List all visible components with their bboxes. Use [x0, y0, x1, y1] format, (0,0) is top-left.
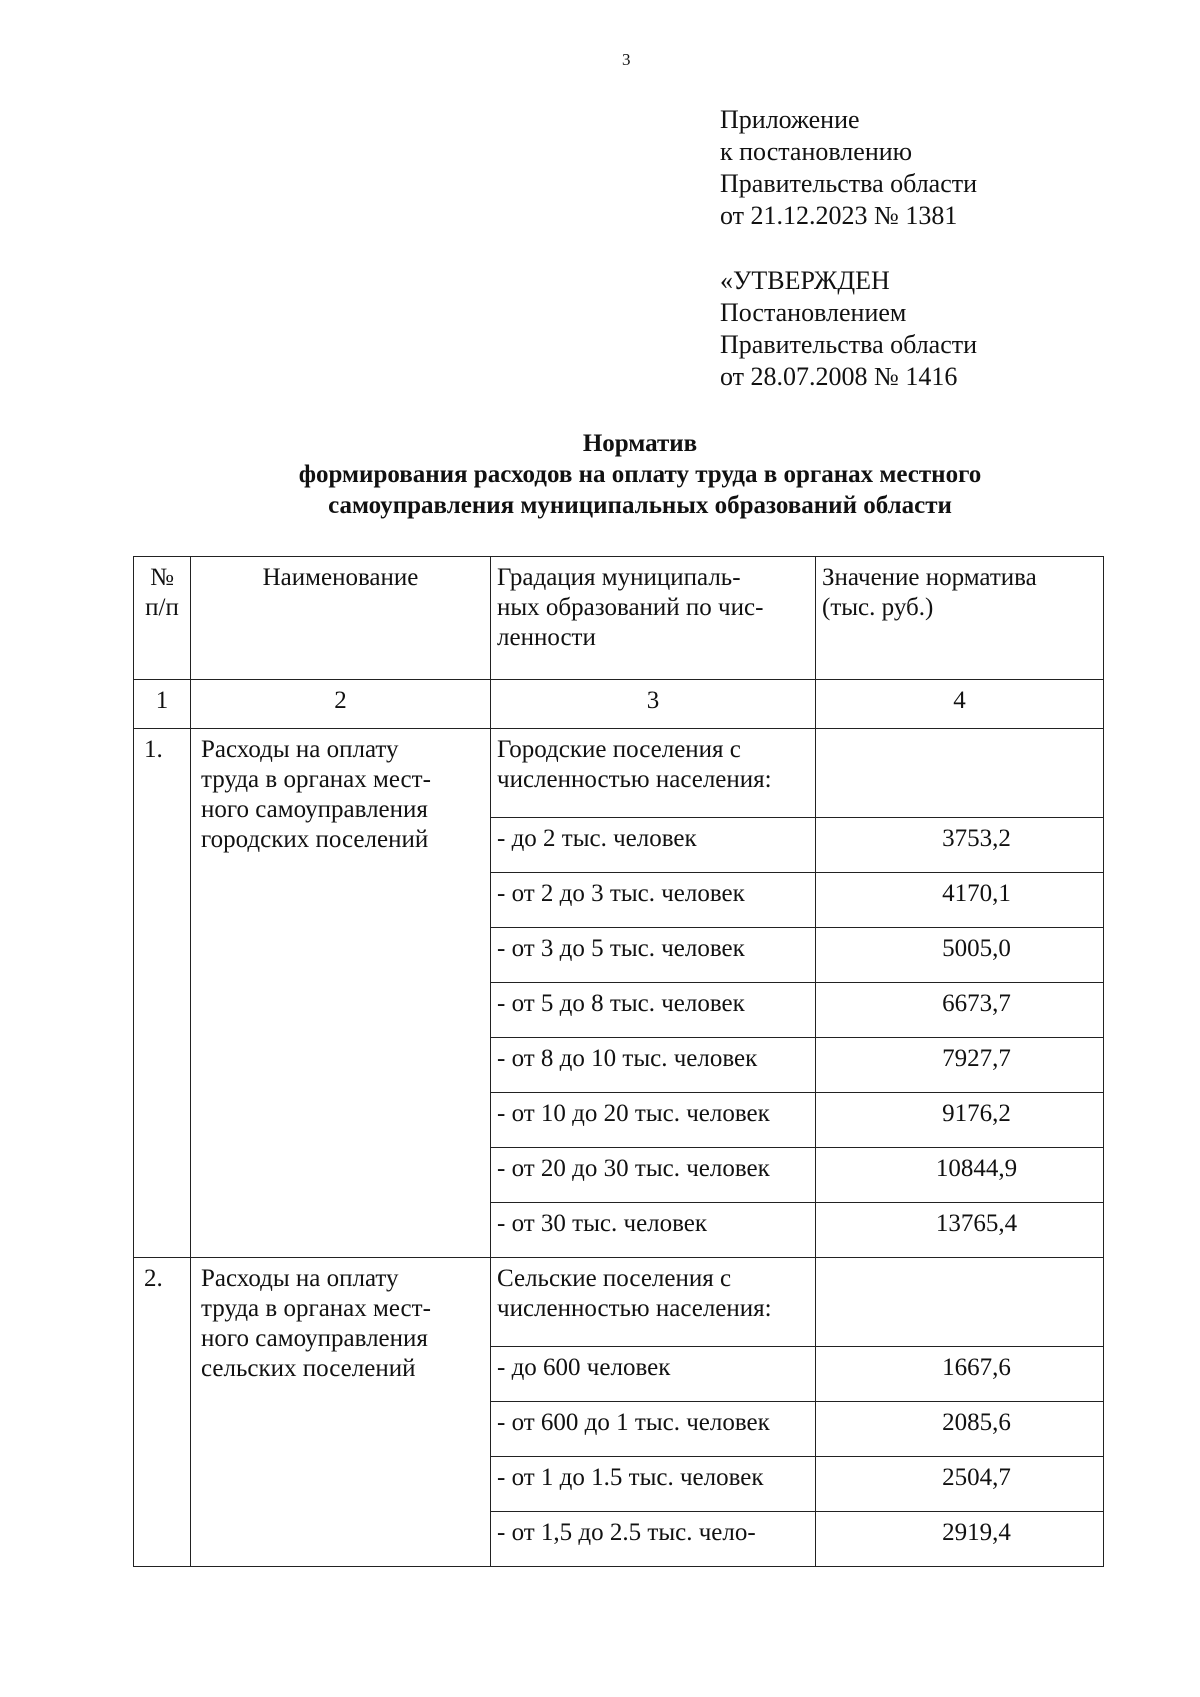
norm-table [133, 556, 1104, 1567]
title-line: самоуправления муниципальных образований области [328, 492, 952, 519]
appendix-line: Приложение [720, 105, 860, 134]
table-header-row [134, 557, 1104, 680]
section-row [134, 729, 1104, 818]
value-cell: 7927,7 [816, 1038, 1104, 1093]
title-line: Норматив [582, 430, 698, 457]
appendix-line: Правительства области [720, 169, 978, 198]
section-number: 2. [134, 1258, 191, 1567]
gradation-cell: - до 600 человек [491, 1347, 816, 1402]
group-value-empty [816, 729, 1104, 818]
header-value: Значение норматива (тыс. руб.) [816, 557, 1104, 680]
column-index: 2 [191, 680, 491, 729]
group-label: Сельские поселения с численностью населения: [491, 1258, 816, 1347]
value-cell: 1667,6 [816, 1347, 1104, 1402]
appendix-note [720, 104, 977, 232]
gradation-cell: - от 2 до 3 тыс. человек [491, 873, 816, 928]
gradation-cell: - от 1,5 до 2.5 тыс. чело- [491, 1512, 816, 1567]
value-cell: 4170,1 [816, 873, 1104, 928]
gradation-cell: - от 20 до 30 тыс. человек [491, 1148, 816, 1203]
value-cell: 3753,2 [816, 818, 1104, 873]
approved-line: Правительства области [720, 330, 978, 359]
approved-line: от 28.07.2008 № 1416 [720, 362, 958, 391]
document-title [200, 428, 1080, 521]
section-row [134, 1258, 1104, 1347]
column-index: 4 [816, 680, 1104, 729]
header-gradation: Градация муниципаль- ных образований по чис- ленности [491, 557, 816, 680]
value-cell: 6673,7 [816, 983, 1104, 1038]
column-index-row [134, 680, 1104, 729]
gradation-cell: - от 600 до 1 тыс. человек [491, 1402, 816, 1457]
gradation-cell: - от 5 до 8 тыс. человек [491, 983, 816, 1038]
page-number: 3 [622, 50, 631, 69]
header-name: Наименование [191, 557, 491, 680]
gradation-cell: - до 2 тыс. человек [491, 818, 816, 873]
value-cell: 5005,0 [816, 928, 1104, 983]
value-cell: 9176,2 [816, 1093, 1104, 1148]
approved-line: Постановлением [720, 298, 907, 327]
group-label: Городские поселения с численностью населения: [491, 729, 816, 818]
section-number: 1. [134, 729, 191, 1258]
gradation-cell: - от 30 тыс. человек [491, 1203, 816, 1258]
gradation-cell: - от 1 до 1.5 тыс. человек [491, 1457, 816, 1512]
appendix-line: к постановлению [720, 137, 913, 166]
gradation-cell: - от 8 до 10 тыс. человек [491, 1038, 816, 1093]
column-index: 1 [134, 680, 191, 729]
value-cell: 10844,9 [816, 1148, 1104, 1203]
section-name: Расходы на оплату труда в органах мест- ного самоуправления сельских поселений [191, 1258, 491, 1567]
title-line: формирования расходов на оплату труда в органах местного [298, 461, 982, 488]
appendix-line: от 21.12.2023 № 1381 [720, 201, 958, 230]
gradation-cell: - от 10 до 20 тыс. человек [491, 1093, 816, 1148]
header-num: № п/п [134, 557, 191, 680]
value-cell: 2085,6 [816, 1402, 1104, 1457]
column-index: 3 [491, 680, 816, 729]
approved-note [720, 265, 977, 393]
section-name: Расходы на оплату труда в органах мест- ного самоуправления городских поселений [191, 729, 491, 1258]
value-cell: 2919,4 [816, 1512, 1104, 1567]
gradation-cell: - от 3 до 5 тыс. человек [491, 928, 816, 983]
value-cell: 2504,7 [816, 1457, 1104, 1512]
approved-line: «УТВЕРЖДЕН [720, 266, 890, 295]
value-cell: 13765,4 [816, 1203, 1104, 1258]
group-value-empty [816, 1258, 1104, 1347]
